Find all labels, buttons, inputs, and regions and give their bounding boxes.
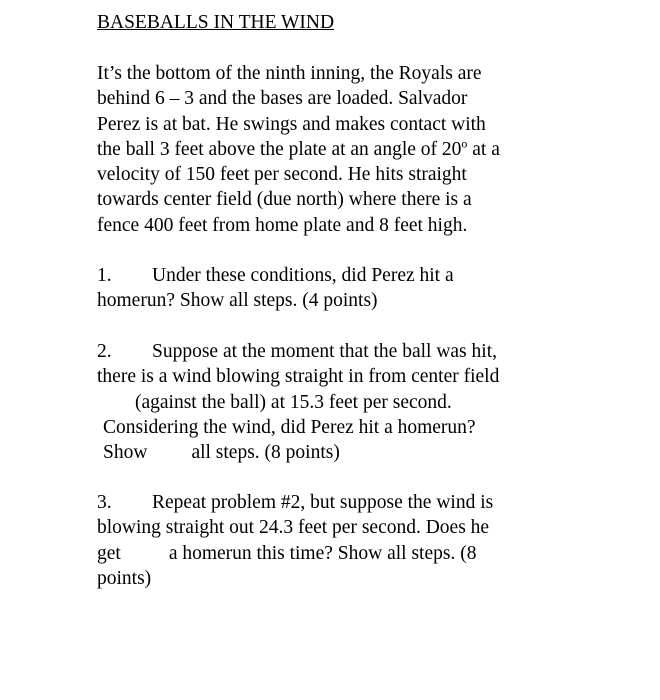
question-text: a homerun this time? Show all steps. (8 (168, 542, 477, 564)
question-2 (97, 339, 499, 465)
degree-symbol: o (461, 136, 468, 151)
question-2-line (97, 339, 499, 364)
question-number: 2. (97, 341, 112, 362)
question-1-line (97, 263, 454, 288)
question-3-line: blowing straight out 24.3 feet per second. Does he (97, 517, 490, 539)
intro-line-angle (97, 137, 557, 162)
question-text: Show (103, 442, 148, 464)
intro-line: towards center field (due north) where there is a (97, 189, 472, 211)
question-2-line: (against the ball) at 15.3 feet per second. (135, 391, 452, 413)
question-number: 1. (97, 265, 112, 286)
question-3-line (97, 541, 493, 566)
intro-paragraph (97, 61, 557, 238)
angle-text: the ball 3 feet above the plate at an angle of 20 (97, 138, 462, 160)
intro-line: behind 6 – 3 and the bases are loaded. Salvador (97, 88, 468, 110)
document-title: BASEBALLS IN THE WIND (97, 12, 335, 33)
question-2-line: there is a wind blowing straight in from center field (97, 366, 500, 388)
question-1-line: homerun? Show all steps. (4 points) (97, 290, 378, 312)
question-3-line: points) (97, 567, 152, 589)
question-number: 3. (97, 492, 112, 513)
question-2-line (97, 440, 499, 465)
intro-line: fence 400 feet from home plate and 8 feet high. (97, 214, 468, 236)
question-text: all steps. (8 points) (191, 442, 340, 464)
intro-line: Perez is at bat. He swings and makes contact with (97, 113, 486, 135)
intro-line: velocity of 150 feet per second. He hits straight (97, 164, 467, 186)
question-3 (97, 490, 493, 591)
question-text: Under these conditions, did Perez hit a (152, 265, 454, 286)
question-1 (97, 263, 454, 314)
question-2-line: Considering the wind, did Perez hit a homerun? (103, 416, 476, 438)
question-text: Suppose at the moment that the ball was hit, (152, 341, 497, 362)
question-text: Repeat problem #2, but suppose the wind is (152, 492, 494, 513)
question-3-line (97, 490, 493, 515)
angle-text-end: at a (467, 138, 500, 160)
intro-line: It’s the bottom of the ninth inning, the Royals are (97, 63, 482, 84)
question-text: get (97, 542, 121, 564)
